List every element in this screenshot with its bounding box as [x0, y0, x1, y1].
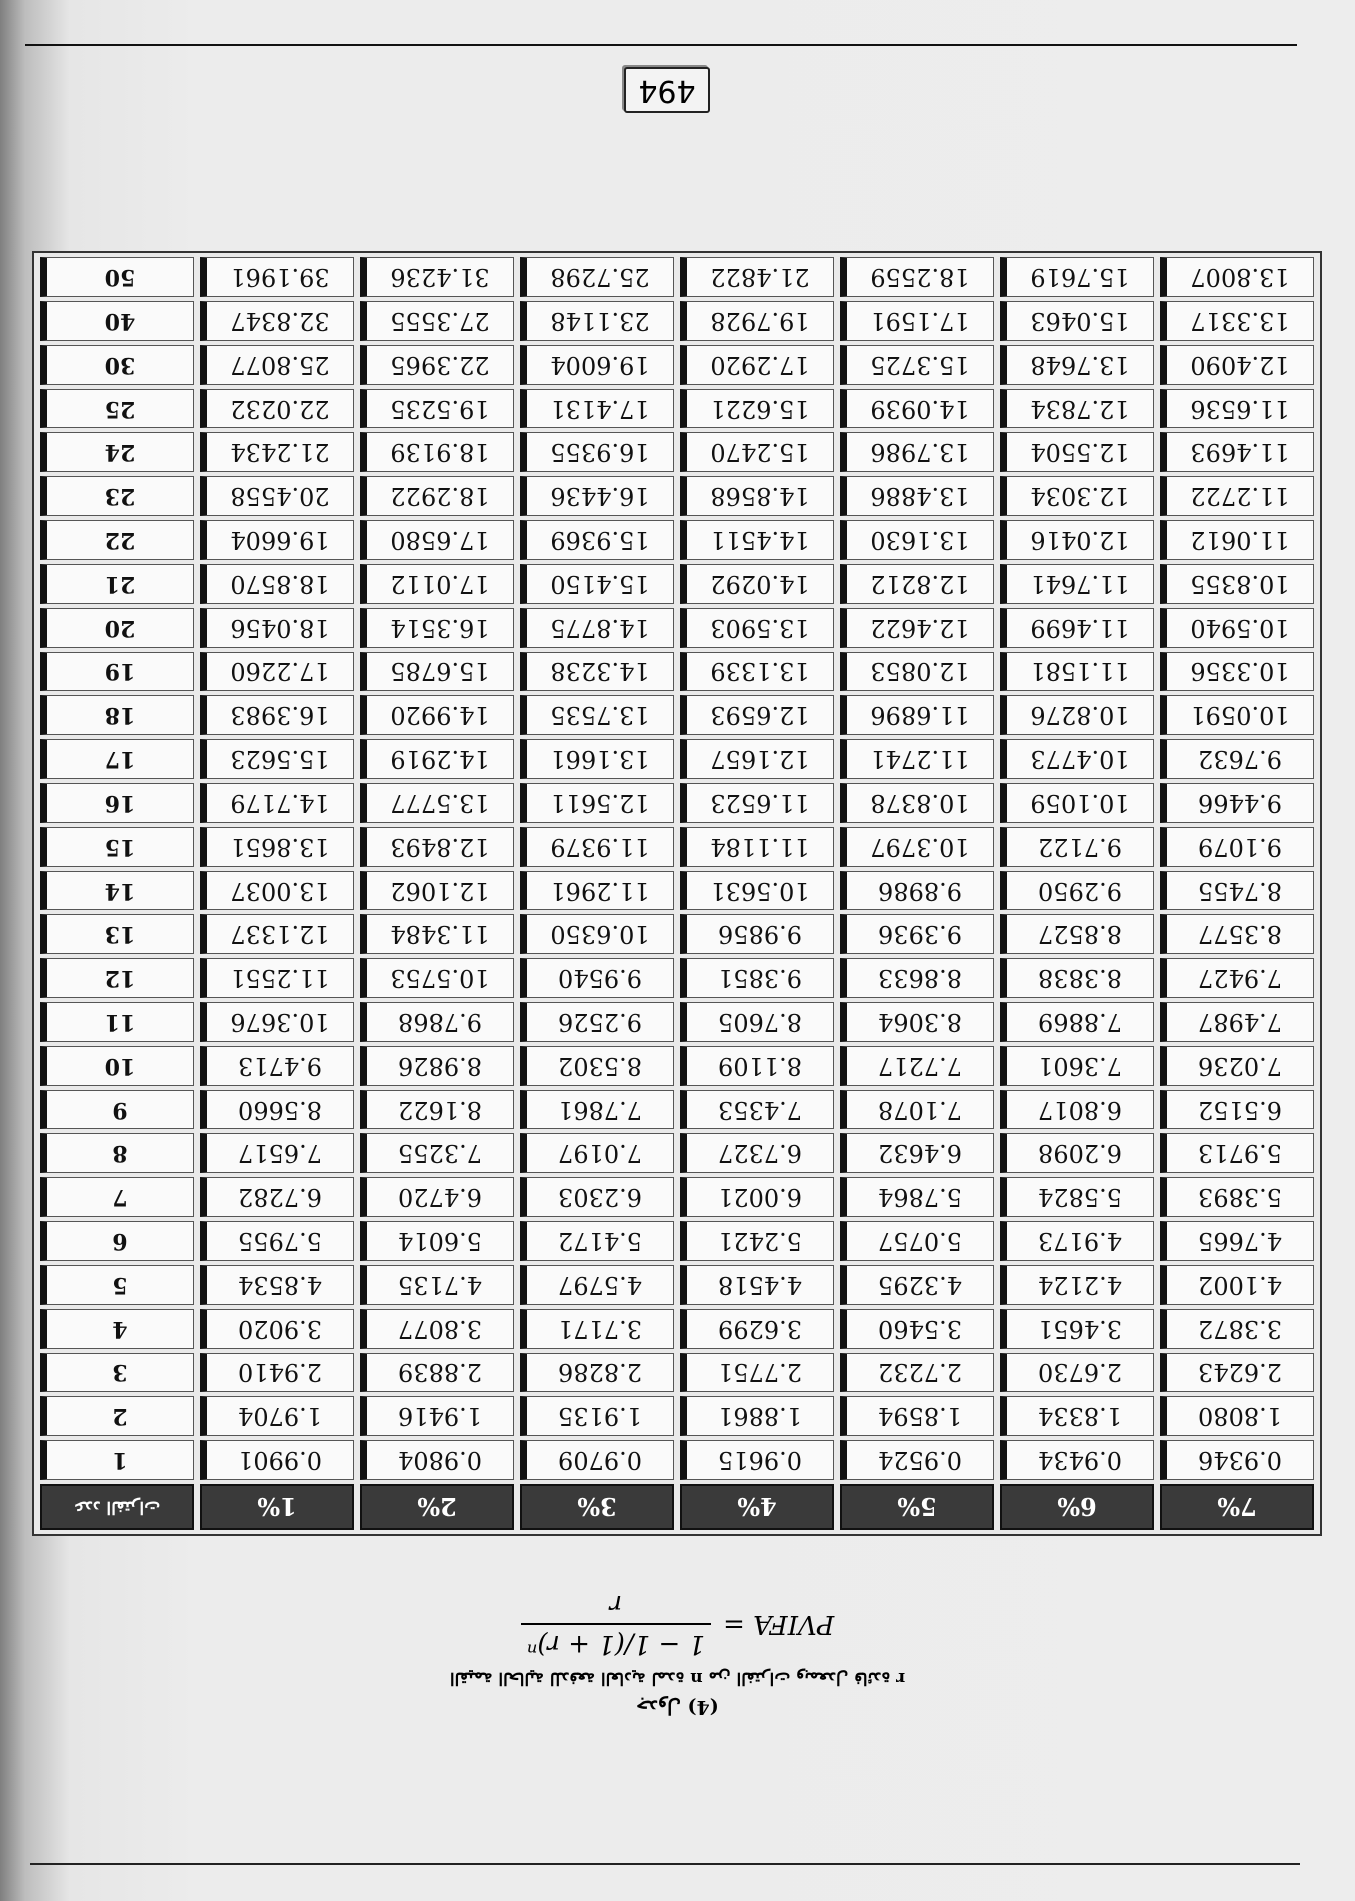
header-period: عدد الفترات: [40, 1484, 194, 1530]
factor-cell: 8.1622: [360, 1090, 514, 1130]
factor-cell: 12.0416: [1000, 520, 1154, 560]
factor-cell: 11.6523: [680, 783, 834, 823]
factor-cell: 18.2559: [840, 257, 994, 297]
formula-lhs: PVIFA =: [723, 1609, 835, 1639]
factor-cell: 23.1148: [520, 301, 674, 341]
table-header-row: [40, 1484, 1314, 1530]
factor-cell: 1.8080: [1160, 1396, 1314, 1436]
factor-cell: 16.3514: [360, 608, 514, 648]
formula-denominator: r: [609, 1589, 623, 1619]
factor-cell: 15.9369: [520, 520, 674, 560]
period-cell: 15: [40, 827, 194, 867]
factor-cell: 8.9826: [360, 1046, 514, 1086]
factor-cell: 10.3356: [1160, 652, 1314, 692]
formula-numerator: 1 − 1/(1 + r)ⁿ: [521, 1623, 711, 1659]
factor-cell: 11.2722: [1160, 476, 1314, 516]
factor-cell: 14.0292: [680, 564, 834, 604]
period-cell: 9: [40, 1090, 194, 1130]
factor-cell: 15.3725: [840, 345, 994, 385]
table-row: [40, 695, 1314, 735]
header-rate: 6%: [1000, 1484, 1154, 1530]
factor-cell: 14.2919: [360, 739, 514, 779]
factor-cell: 14.3238: [520, 652, 674, 692]
period-cell: 24: [40, 433, 194, 473]
factor-cell: 22.3965: [360, 345, 514, 385]
factor-cell: 1.9416: [360, 1396, 514, 1436]
factor-cell: 4.4518: [680, 1265, 834, 1305]
header-rate: 7%: [1160, 1484, 1314, 1530]
table-label: جدول (4): [636, 1696, 719, 1718]
factor-cell: 9.9540: [520, 958, 674, 998]
factor-cell: 5.7864: [840, 1177, 994, 1217]
factor-cell: 12.1657: [680, 739, 834, 779]
factor-cell: 8.7455: [1160, 871, 1314, 911]
factor-cell: 6.7282: [200, 1177, 354, 1217]
factor-cell: 18.9139: [360, 433, 514, 473]
factor-cell: 10.1059: [1000, 783, 1154, 823]
factor-cell: 6.2303: [520, 1177, 674, 1217]
factor-cell: 13.1339: [680, 652, 834, 692]
period-cell: 21: [40, 564, 194, 604]
factor-cell: 9.4466: [1160, 783, 1314, 823]
factor-cell: 3.3872: [1160, 1309, 1314, 1349]
period-cell: 10: [40, 1046, 194, 1086]
factor-cell: 1.9704: [200, 1396, 354, 1436]
factor-cell: 15.0463: [1000, 301, 1154, 341]
factor-cell: 0.9615: [680, 1440, 834, 1480]
factor-cell: 4.8534: [200, 1265, 354, 1305]
factor-cell: 17.2260: [200, 652, 354, 692]
factor-cell: 14.7179: [200, 783, 354, 823]
factor-cell: 0.9524: [840, 1440, 994, 1480]
factor-cell: 5.4172: [520, 1221, 674, 1261]
factor-cell: 11.1581: [1000, 652, 1154, 692]
factor-cell: 4.5797: [520, 1265, 674, 1305]
table-row: [40, 739, 1314, 779]
factor-cell: 12.4622: [840, 608, 994, 648]
factor-cell: 5.5824: [1000, 1177, 1154, 1217]
factor-cell: 6.7327: [680, 1134, 834, 1174]
factor-cell: 12.5504: [1000, 433, 1154, 473]
factor-cell: 13.0037: [200, 871, 354, 911]
factor-cell: 3.4651: [1000, 1309, 1154, 1349]
factor-cell: 1.8334: [1000, 1396, 1154, 1436]
factor-cell: 9.2526: [520, 1002, 674, 1042]
table-row: [40, 345, 1314, 385]
factor-cell: 14.9920: [360, 695, 514, 735]
factor-cell: 7.6517: [200, 1134, 354, 1174]
factor-cell: 1.8861: [680, 1396, 834, 1436]
factor-cell: 5.9713: [1160, 1134, 1314, 1174]
factor-cell: 7.9427: [1160, 958, 1314, 998]
factor-cell: 0.9804: [360, 1440, 514, 1480]
factor-cell: 10.3676: [200, 1002, 354, 1042]
factor-cell: 7.4353: [680, 1090, 834, 1130]
factor-cell: 16.4436: [520, 476, 674, 516]
factor-cell: 10.5753: [360, 958, 514, 998]
period-cell: 17: [40, 739, 194, 779]
factor-cell: 5.0757: [840, 1221, 994, 1261]
factor-cell: 11.9379: [520, 827, 674, 867]
factor-cell: 4.7665: [1160, 1221, 1314, 1261]
factor-cell: 13.5903: [680, 608, 834, 648]
header-rate: 4%: [680, 1484, 834, 1530]
factor-cell: 7.4987: [1160, 1002, 1314, 1042]
header-rate: 2%: [360, 1484, 514, 1530]
factor-cell: 8.8633: [840, 958, 994, 998]
factor-cell: 9.7122: [1000, 827, 1154, 867]
factor-cell: 3.7171: [520, 1309, 674, 1349]
factor-cell: 25.8077: [200, 345, 354, 385]
table-row: [40, 1090, 1314, 1130]
factor-cell: 17.0112: [360, 564, 514, 604]
factor-cell: 9.4713: [200, 1046, 354, 1086]
table-row: [40, 1265, 1314, 1305]
factor-cell: 4.7135: [360, 1265, 514, 1305]
factor-cell: 11.4699: [1000, 608, 1154, 648]
factor-cell: 15.2470: [680, 433, 834, 473]
factor-cell: 8.8527: [1000, 914, 1154, 954]
factor-cell: 17.6580: [360, 520, 514, 560]
factor-cell: 8.1109: [680, 1046, 834, 1086]
table-row: [40, 1177, 1314, 1217]
factor-cell: 11.2961: [520, 871, 674, 911]
factor-cell: 12.5611: [520, 783, 674, 823]
table-row: [40, 827, 1314, 867]
factor-cell: 19.6004: [520, 345, 674, 385]
factor-cell: 13.7648: [1000, 345, 1154, 385]
factor-cell: 11.3484: [360, 914, 514, 954]
period-cell: 18: [40, 695, 194, 735]
annuity-table: [34, 253, 1320, 1534]
annuity-table-frame: [32, 251, 1322, 1536]
factor-cell: 12.0853: [840, 652, 994, 692]
factor-cell: 7.0236: [1160, 1046, 1314, 1086]
factor-cell: 14.0939: [840, 389, 994, 429]
factor-cell: 10.8355: [1160, 564, 1314, 604]
factor-cell: 12.3034: [1000, 476, 1154, 516]
factor-cell: 19.6604: [200, 520, 354, 560]
factor-cell: 6.4720: [360, 1177, 514, 1217]
factor-cell: 2.8839: [360, 1353, 514, 1393]
factor-cell: 13.7986: [840, 433, 994, 473]
factor-cell: 8.7605: [680, 1002, 834, 1042]
period-cell: 12: [40, 958, 194, 998]
factor-cell: 17.2920: [680, 345, 834, 385]
pvifa-formula: [0, 1589, 1355, 1659]
table-body: [40, 257, 1314, 1480]
table-row: [40, 301, 1314, 341]
table-row: [40, 1221, 1314, 1261]
factor-cell: 7.8869: [1000, 1002, 1154, 1042]
period-cell: 2: [40, 1396, 194, 1436]
factor-cell: 10.5631: [680, 871, 834, 911]
factor-cell: 12.6593: [680, 695, 834, 735]
factor-cell: 11.6536: [1160, 389, 1314, 429]
factor-cell: 11.0612: [1160, 520, 1314, 560]
factor-cell: 9.2950: [1000, 871, 1154, 911]
factor-cell: 4.1002: [1160, 1265, 1314, 1305]
factor-cell: 13.8651: [200, 827, 354, 867]
factor-cell: 32.8347: [200, 301, 354, 341]
period-cell: 23: [40, 476, 194, 516]
factor-cell: 31.4236: [360, 257, 514, 297]
factor-cell: 4.9173: [1000, 1221, 1154, 1261]
factor-cell: 14.8775: [520, 608, 674, 648]
factor-cell: 14.8568: [680, 476, 834, 516]
table-row: [40, 389, 1314, 429]
factor-cell: 18.2922: [360, 476, 514, 516]
factor-cell: 9.1079: [1160, 827, 1314, 867]
factor-cell: 8.3064: [840, 1002, 994, 1042]
period-cell: 4: [40, 1309, 194, 1349]
factor-cell: 12.1337: [200, 914, 354, 954]
factor-cell: 5.3893: [1160, 1177, 1314, 1217]
factor-cell: 5.7955: [200, 1221, 354, 1261]
period-cell: 8: [40, 1134, 194, 1174]
header-rate: 3%: [520, 1484, 674, 1530]
factor-cell: 13.7535: [520, 695, 674, 735]
header-rate: 5%: [840, 1484, 994, 1530]
factor-cell: 6.8017: [1000, 1090, 1154, 1130]
factor-cell: 10.6350: [520, 914, 674, 954]
table-title: القيمة الحالية للدفعة العادية لمدة n من الفترات وبمعدل فائدة r: [449, 1668, 906, 1688]
period-cell: 7: [40, 1177, 194, 1217]
factor-cell: 7.3255: [360, 1134, 514, 1174]
factor-cell: 2.6730: [1000, 1353, 1154, 1393]
factor-cell: 5.2421: [680, 1221, 834, 1261]
period-cell: 25: [40, 389, 194, 429]
factor-cell: 27.3555: [360, 301, 514, 341]
factor-cell: 6.0021: [680, 1177, 834, 1217]
factor-cell: 10.3797: [840, 827, 994, 867]
table-row: [40, 257, 1314, 297]
page-number: 494: [624, 67, 710, 113]
factor-cell: 11.4693: [1160, 433, 1314, 473]
factor-cell: 12.7834: [1000, 389, 1154, 429]
factor-cell: 13.1630: [840, 520, 994, 560]
period-cell: 16: [40, 783, 194, 823]
factor-cell: 7.1078: [840, 1090, 994, 1130]
factor-cell: 0.9709: [520, 1440, 674, 1480]
factor-cell: 8.5302: [520, 1046, 674, 1086]
table-row: [40, 1134, 1314, 1174]
table-row: [40, 1440, 1314, 1480]
period-cell: 20: [40, 608, 194, 648]
factor-cell: 17.4131: [520, 389, 674, 429]
factor-cell: 18.8570: [200, 564, 354, 604]
period-cell: 1: [40, 1440, 194, 1480]
factor-cell: 2.8286: [520, 1353, 674, 1393]
period-cell: 40: [40, 301, 194, 341]
factor-cell: 0.9346: [1160, 1440, 1314, 1480]
table-row: [40, 652, 1314, 692]
table-row: [40, 1353, 1314, 1393]
factor-cell: 15.4150: [520, 564, 674, 604]
factor-cell: 4.2124: [1000, 1265, 1154, 1305]
factor-cell: 3.9020: [200, 1309, 354, 1349]
bottom-rule: [25, 44, 1297, 46]
period-cell: 30: [40, 345, 194, 385]
period-cell: 13: [40, 914, 194, 954]
factor-cell: 0.9434: [1000, 1440, 1154, 1480]
factor-cell: 2.7232: [840, 1353, 994, 1393]
factor-cell: 9.3851: [680, 958, 834, 998]
factor-cell: 10.5940: [1160, 608, 1314, 648]
factor-cell: 20.4558: [200, 476, 354, 516]
factor-cell: 10.0591: [1160, 695, 1314, 735]
formula-fraction: [521, 1589, 711, 1659]
table-row: [40, 520, 1314, 560]
factor-cell: 2.9410: [200, 1353, 354, 1393]
factor-cell: 8.3577: [1160, 914, 1314, 954]
factor-cell: 10.8276: [1000, 695, 1154, 735]
factor-cell: 8.5660: [200, 1090, 354, 1130]
factor-cell: 11.1184: [680, 827, 834, 867]
factor-cell: 3.8077: [360, 1309, 514, 1349]
header-rate: 1%: [200, 1484, 354, 1530]
factor-cell: 21.4822: [680, 257, 834, 297]
factor-cell: 9.7868: [360, 1002, 514, 1042]
factor-cell: 13.5777: [360, 783, 514, 823]
table-row: [40, 1046, 1314, 1086]
factor-cell: 9.8986: [840, 871, 994, 911]
factor-cell: 19.7928: [680, 301, 834, 341]
factor-cell: 2.7751: [680, 1353, 834, 1393]
factor-cell: 6.5152: [1160, 1090, 1314, 1130]
period-cell: 11: [40, 1002, 194, 1042]
table-row: [40, 564, 1314, 604]
factor-cell: 6.4632: [840, 1134, 994, 1174]
table-caption: [0, 1668, 1355, 1718]
factor-cell: 1.8594: [840, 1396, 994, 1436]
factor-cell: 11.6896: [840, 695, 994, 735]
factor-cell: 4.3295: [840, 1265, 994, 1305]
factor-cell: 14.4511: [680, 520, 834, 560]
factor-cell: 2.6243: [1160, 1353, 1314, 1393]
factor-cell: 25.7298: [520, 257, 674, 297]
factor-cell: 1.9135: [520, 1396, 674, 1436]
factor-cell: 17.1591: [840, 301, 994, 341]
factor-cell: 7.3601: [1000, 1046, 1154, 1086]
factor-cell: 11.2741: [840, 739, 994, 779]
factor-cell: 7.7217: [840, 1046, 994, 1086]
period-cell: 3: [40, 1353, 194, 1393]
factor-cell: 16.9355: [520, 433, 674, 473]
factor-cell: 9.3936: [840, 914, 994, 954]
factor-cell: 12.4090: [1160, 345, 1314, 385]
factor-cell: 12.8493: [360, 827, 514, 867]
factor-cell: 6.2098: [1000, 1134, 1154, 1174]
factor-cell: 18.0456: [200, 608, 354, 648]
factor-cell: 5.6014: [360, 1221, 514, 1261]
factor-cell: 19.5235: [360, 389, 514, 429]
period-cell: 50: [40, 257, 194, 297]
factor-cell: 22.0232: [200, 389, 354, 429]
factor-cell: 3.5460: [840, 1309, 994, 1349]
top-rule: [30, 1863, 1300, 1865]
factor-cell: 12.1062: [360, 871, 514, 911]
factor-cell: 8.3838: [1000, 958, 1154, 998]
factor-cell: 15.7619: [1000, 257, 1154, 297]
factor-cell: 11.2551: [200, 958, 354, 998]
factor-cell: 13.4886: [840, 476, 994, 516]
period-cell: 19: [40, 652, 194, 692]
factor-cell: 9.9856: [680, 914, 834, 954]
factor-cell: 10.4773: [1000, 739, 1154, 779]
table-row: [40, 1396, 1314, 1436]
period-cell: 6: [40, 1221, 194, 1261]
table-row: [40, 608, 1314, 648]
factor-cell: 3.6299: [680, 1309, 834, 1349]
period-cell: 5: [40, 1265, 194, 1305]
factor-cell: 12.8212: [840, 564, 994, 604]
period-cell: 14: [40, 871, 194, 911]
factor-cell: 15.6785: [360, 652, 514, 692]
factor-cell: 7.7861: [520, 1090, 674, 1130]
factor-cell: 15.6221: [680, 389, 834, 429]
factor-cell: 9.7632: [1160, 739, 1314, 779]
table-row: [40, 1309, 1314, 1349]
table-row: [40, 871, 1314, 911]
period-cell: 22: [40, 520, 194, 560]
table-row: [40, 1002, 1314, 1042]
factor-cell: 11.7641: [1000, 564, 1154, 604]
factor-cell: 13.3317: [1160, 301, 1314, 341]
factor-cell: 16.3983: [200, 695, 354, 735]
factor-cell: 7.0197: [520, 1134, 674, 1174]
factor-cell: 39.1961: [200, 257, 354, 297]
table-row: [40, 476, 1314, 516]
factor-cell: 21.2434: [200, 433, 354, 473]
table-row: [40, 783, 1314, 823]
factor-cell: 10.8378: [840, 783, 994, 823]
table-row: [40, 433, 1314, 473]
factor-cell: 13.1661: [520, 739, 674, 779]
table-row: [40, 958, 1314, 998]
factor-cell: 15.5623: [200, 739, 354, 779]
table-row: [40, 914, 1314, 954]
factor-cell: 13.8007: [1160, 257, 1314, 297]
factor-cell: 0.9901: [200, 1440, 354, 1480]
